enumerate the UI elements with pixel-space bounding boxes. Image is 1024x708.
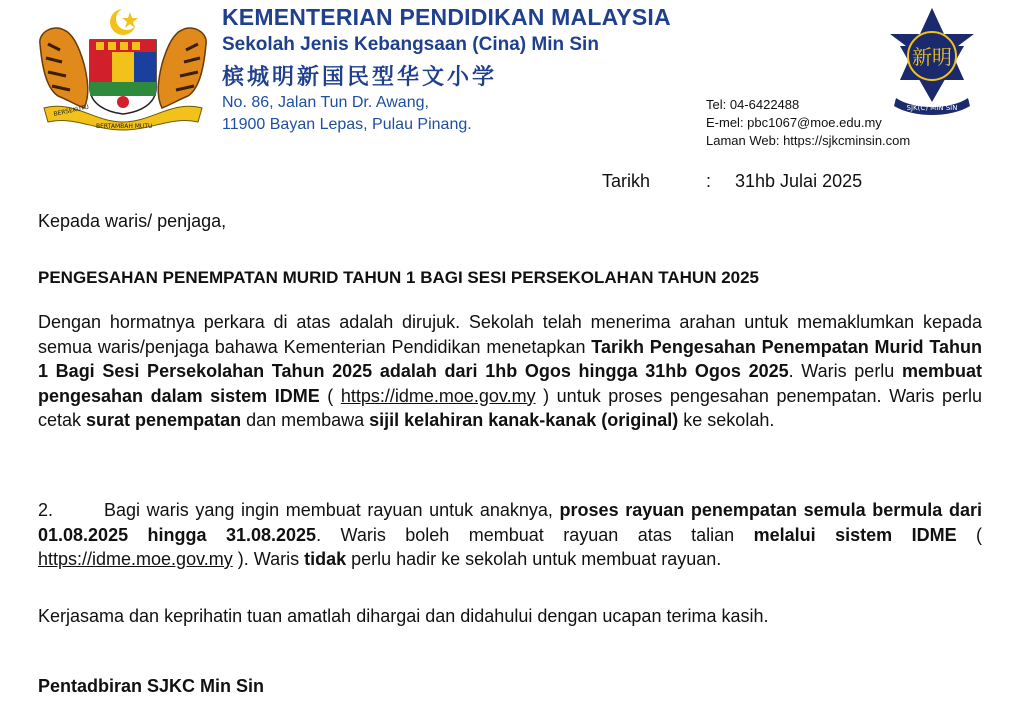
para2-text: perlu hadir ke sekolah untuk membuat rayuan. [346, 549, 722, 569]
website: Laman Web: https://sjkcminsin.com [706, 133, 911, 148]
paragraph-number: 2. [38, 500, 54, 520]
para2-bold-appeal: proses rayuan penempatan semula bermula dari 01.08.2025 hingga 31.08.2025 [38, 500, 982, 545]
ministry-name: KEMENTERIAN PENDIDIKAN MALAYSIA [222, 4, 671, 30]
para2-text: Bagi waris yang ingin membuat rayuan untuk anaknya, [104, 500, 560, 520]
school-emblem-logo [884, 6, 980, 120]
coat-of-arms-logo [34, 4, 212, 132]
para1-text: ) untuk proses pengesahan penempatan. Waris perlu cetak [38, 385, 982, 430]
school-name: Sekolah Jenis Kebangsaan (Cina) Min Sin [222, 34, 599, 55]
para1-text: ( [319, 385, 341, 406]
date-value: 31hb Julai 2025 [735, 171, 863, 191]
email: E-mel: pbc1067@moe.edu.my [706, 115, 882, 130]
para1-bold-letter: surat penempatan [86, 410, 242, 430]
para1-text: . Waris perlu [788, 361, 902, 381]
para2-text: . Waris boleh membuat rayuan atas talian [316, 524, 754, 545]
paragraph-1 [38, 310, 982, 433]
para1-text: Dengan hormatnya perkara di atas adalah dirujuk. Sekolah telah menerima arahan untuk memaklumkan kepada semua waris/penjaga bahawa Kementerian Pendidikan menetapkan [38, 312, 982, 357]
date-colon: : [706, 171, 712, 191]
salutation: Kepada waris/ penjaga, [38, 211, 227, 231]
idme-link[interactable]: https://idme.moe.gov.my [340, 385, 536, 406]
para1-text: ke sekolah. [678, 410, 775, 430]
para1-bold-certificate: sijil kelahiran kanak-kanak (original) [369, 410, 679, 430]
svg-text:BERSEKUTU: BERSEKUTU [52, 103, 90, 118]
svg-text:BERTAMBAH MUTU: BERTAMBAH MUTU [96, 123, 153, 130]
para2-text: ( [956, 524, 983, 545]
school-name-chinese: 槟城明新国民型华文小学 [222, 64, 498, 90]
date-label: Tarikh [602, 171, 651, 191]
signoff: Pentadbiran SJKC Min Sin [38, 676, 265, 696]
paragraph-2 [38, 498, 982, 572]
paragraph-3: Kerjasama dan keprihatin tuan amatlah dihargai dan didahului dengan ucapan terima kasih. [38, 606, 769, 626]
para1-bold-idme: membuat pengesahan dalam sistem IDME [38, 361, 983, 406]
para2-bold-tidak: tidak [304, 549, 347, 569]
letter-subject: PENGESAHAN PENEMPATAN MURID TAHUN 1 BAGI SESI PERSEKOLAHAN TAHUN 2025 [38, 268, 760, 287]
address-line-1: No. 86, Jalan Tun Dr. Awang, [222, 94, 429, 111]
para1-bold-dates: Tarikh Pengesahan Penempatan Murid Tahun 1 Bagi Sesi Persekolahan Tahun 2025 adalah dari 1hb Ogos hingga 31hb Ogos 2025 [38, 336, 982, 381]
idme-link[interactable]: https://idme.moe.gov.my [38, 549, 233, 569]
para2-bold-idme: melalui sistem IDME [753, 524, 957, 545]
address-line-2: 11900 Bayan Lepas, Pulau Pinang. [222, 116, 472, 133]
para1-text: dan membawa [241, 410, 370, 430]
svg-text:新明: 新明 [912, 45, 952, 69]
svg-text:SJK(C) MIN SIN: SJK(C) MIN SIN [906, 104, 958, 112]
telephone: Tel: 04-6422488 [706, 97, 800, 112]
para2-text: ). Waris [232, 549, 305, 569]
